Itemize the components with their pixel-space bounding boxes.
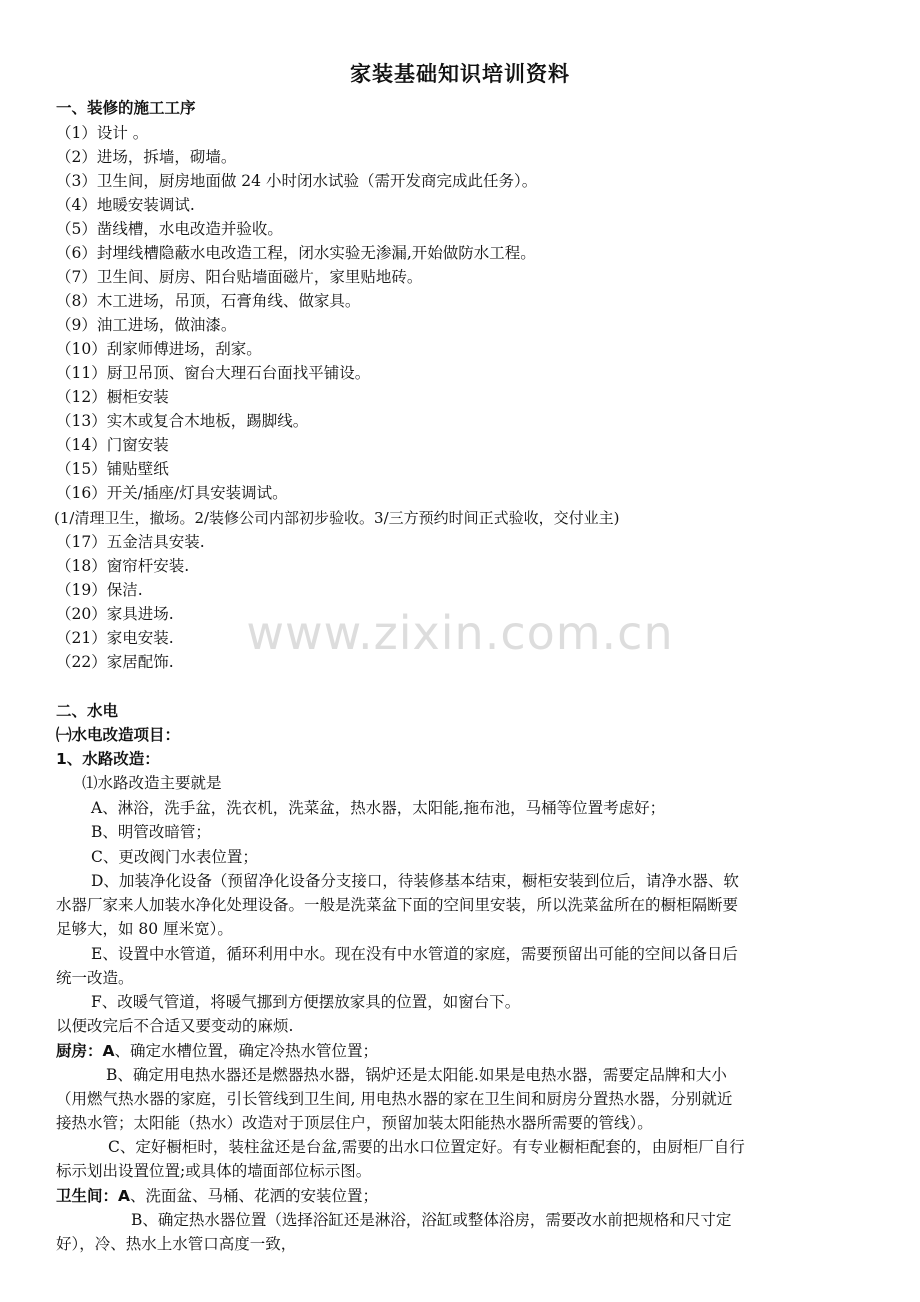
step-item: （15）铺贴壁纸 — [56, 460, 169, 478]
step-item: （6）封埋线槽隐蔽水电改造工程，闭水实验无渗漏,开始做防水工程。 — [56, 244, 536, 262]
step-item: （16）开关/插座/灯具安装调试。 — [56, 484, 288, 502]
step-item: （10）刮家师傅进场，刮家。 — [56, 340, 262, 358]
kitchen-a-text: 、确定水槽位置，确定冷热水管位置； — [114, 1042, 379, 1060]
water-item: C、更改阀门水表位置； — [91, 848, 258, 866]
water-item: 以便改完后不合适又要变动的麻烦. — [56, 1017, 294, 1035]
water-item: B、明管改暗管； — [91, 823, 211, 841]
water-item: 统一改造。 — [56, 969, 134, 987]
kitchen-item: B、确定用电热水器还是燃器热水器，锅炉还是太阳能.如果是电热水器，需要定品牌和大小 — [106, 1066, 727, 1084]
document-title: 家装基础知识培训资料 — [350, 62, 570, 86]
water-item: A、淋浴，洗手盆，洗衣机，洗菜盆，热水器，太阳能,拖布池，马桶等位置考虑好； — [91, 799, 666, 817]
step-item: （17）五金洁具安装. — [56, 533, 205, 551]
kitchen-a-marker: A — [102, 1042, 115, 1060]
kitchen-item: 接热水管；太阳能（热水）改造对于顶层住户，预留加装太阳能热水器所需要的管线）。 — [56, 1114, 653, 1132]
bathroom-a-marker: A — [118, 1187, 131, 1205]
kitchen-item: （用燃气热水器的家庭，引长管线到卫生间, 用电热水器的家在卫生间和厨房分置热水器，分别就近 — [56, 1090, 733, 1108]
step-item: （21）家电安装. — [56, 629, 174, 647]
kitchen-item: C、定好橱柜时，装柱盆还是台盆,需要的出水口位置定好。有专业橱柜配套的，由厨柜厂自行 — [108, 1138, 745, 1156]
section2-heading: 二、水电 — [56, 702, 119, 720]
kitchen-item-a — [56, 1039, 870, 1063]
step-item: （22）家居配饰. — [56, 653, 174, 671]
step-item: （20）家具进场. — [56, 605, 174, 623]
step-item: （5）凿线槽，水电改造并验收。 — [56, 220, 283, 238]
kitchen-label: 厨房： — [56, 1042, 103, 1060]
water-route-heading: 1、水路改造： — [56, 750, 160, 768]
step-item: （12）橱柜安装 — [56, 388, 169, 406]
step-item: （7）卫生间、厨房、阳台贴墙面磁片，家里贴地砖。 — [56, 268, 423, 286]
step-item: （4）地暖安装调试. — [56, 196, 195, 214]
step-item: （9）油工进场，做油漆。 — [56, 316, 237, 334]
water-item: E、设置中水管道，循环利用中水。现在没有中水管道的家庭，需要预留出可能的空间以备日后 — [91, 945, 738, 963]
section1-heading: 一、装修的施工工序 — [56, 99, 196, 117]
water-route-intro: ⑴水路改造主要就是 — [82, 774, 222, 792]
step-item: （1）设计 。 — [56, 124, 149, 142]
step-item: （3）卫生间，厨房地面做 24 小时闭水试验（需开发商完成此任务）。 — [56, 172, 538, 190]
step-item: （19）保洁. — [56, 581, 143, 599]
step-item: （14）门窗安装 — [56, 436, 169, 454]
water-item: D、加装净化设备（预留净化设备分支接口，待装修基本结束，橱柜安装到位后，请净水器、软 — [91, 872, 739, 890]
step-item: （2）进场，拆墙，砌墙。 — [56, 148, 237, 166]
bathroom-item: B、确定热水器位置（选择浴缸还是淋浴，浴缸或整体浴房，需要改水前把规格和尺寸定 — [131, 1211, 732, 1229]
bathroom-item-a — [56, 1184, 870, 1208]
step-item: （11）厨卫吊顶、窗台大理石台面找平铺设。 — [56, 364, 371, 382]
bathroom-item: 好），冷、热水上水管口高度一致， — [56, 1235, 297, 1253]
bathroom-label: 卫生间： — [56, 1187, 119, 1205]
watermark-text: www.zixin.com.cn — [246, 606, 674, 660]
water-item: 水器厂家来人加装水净化处理设备。一般是洗菜盆下面的空间里安装，所以洗菜盆所在的橱柜隔断要 — [56, 896, 739, 914]
bathroom-a-text: 、洗面盆、马桶、花洒的安装位置； — [130, 1187, 379, 1205]
acceptance-note: (1/清理卫生，撤场。2/装修公司内部初步验收。3/三方预约时间正式验收，交付业主) — [54, 509, 620, 527]
step-item: （8）木工进场，吊顶，石膏角线、做家具。 — [56, 292, 361, 310]
kitchen-item: 标示划出设置位置;或具体的墙面部位标示图。 — [56, 1162, 372, 1180]
water-item: 足够大，如 80 厘米宽）。 — [56, 920, 233, 938]
water-item: F、改暖气管道，将暖气挪到方便摆放家具的位置，如窗台下。 — [91, 993, 521, 1011]
step-item: （18）窗帘杆安装. — [56, 557, 190, 575]
step-item: （13）实木或复合木地板，踢脚线。 — [56, 412, 309, 430]
section2-subheading: ㈠水电改造项目： — [56, 726, 181, 744]
